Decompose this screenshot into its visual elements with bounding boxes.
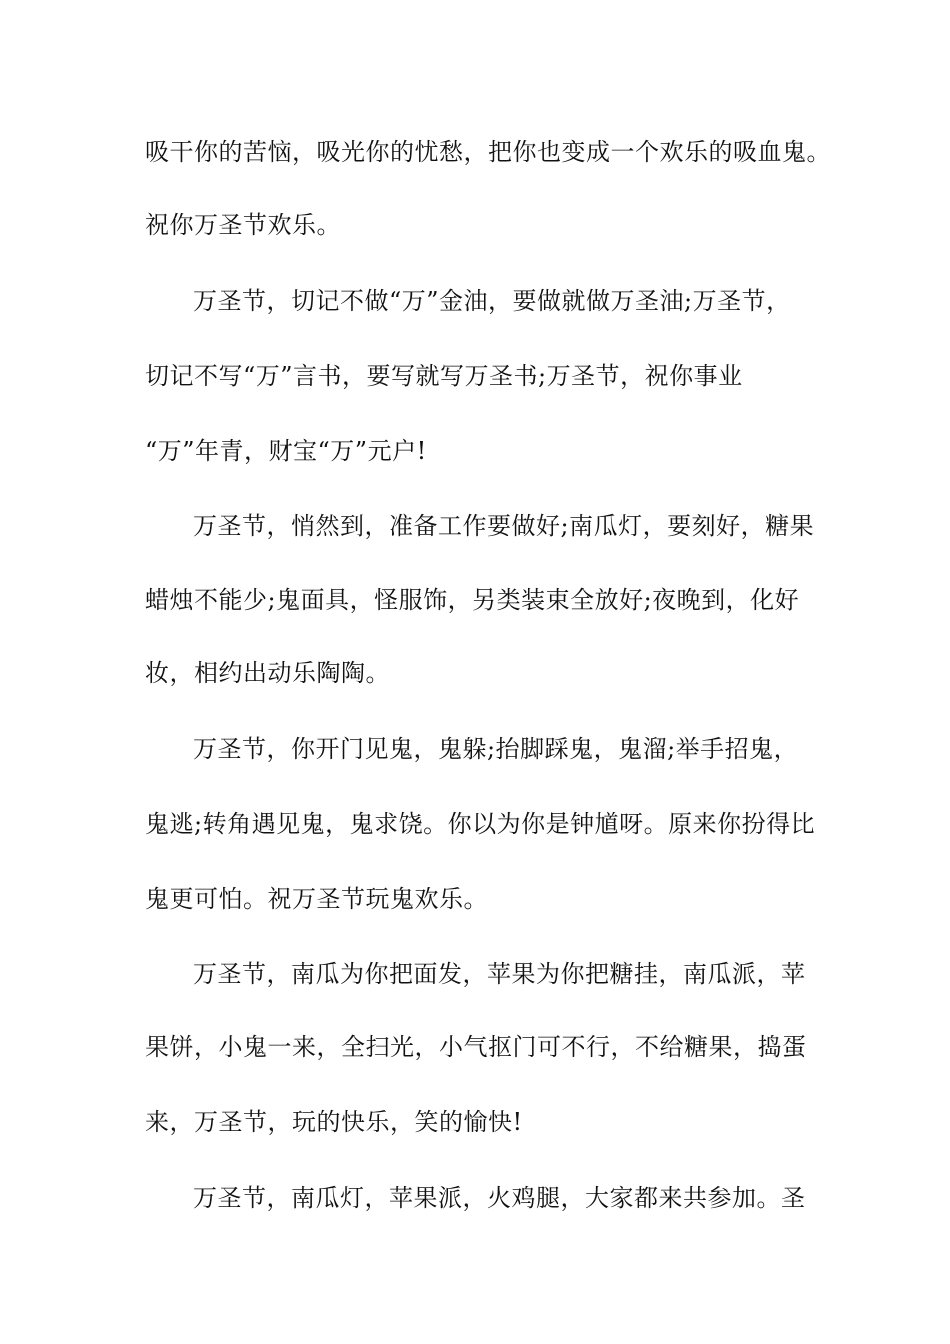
paragraph-first-line: 万圣节，南瓜为你把面发，苹果为你把糖挂，南瓜派，苹 <box>193 960 806 988</box>
text-line: 切记不写“万”言书，要写就写万圣书;万圣节，祝你事业 <box>145 362 743 390</box>
text-line: 鬼更可怕。祝万圣节玩鬼欢乐。 <box>145 885 488 913</box>
text-line: 果饼，小鬼一来，全扫光，小气抠门可不行，不给糖果，捣蛋 <box>145 1033 807 1061</box>
text-line: “万”年青，财宝“万”元户! <box>145 437 427 465</box>
paragraph-first-line: 万圣节，悄然到，准备工作要做好;南瓜灯，要刻好，糖果 <box>193 512 815 540</box>
text-line: 祝你万圣节欢乐。 <box>145 211 341 239</box>
text-line: 来，万圣节，玩的快乐，笑的愉快! <box>145 1108 523 1136</box>
text-line: 妆，相约出动乐陶陶。 <box>145 659 390 687</box>
text-line: 鬼逃;转角遇见鬼，鬼求饶。你以为你是钟馗呀。原来你扮得比 <box>145 810 816 838</box>
text-line: 蜡烛不能少;鬼面具，怪服饰，另类装束全放好;夜晚到，化好 <box>145 586 800 614</box>
paragraph-first-line: 万圣节，南瓜灯，苹果派，火鸡腿，大家都来共参加。圣 <box>193 1184 806 1212</box>
paragraph-first-line: 万圣节，切记不做“万”金油，要做就做万圣油;万圣节， <box>193 287 791 315</box>
text-line: 吸干你的苦恼，吸光你的忧愁，把你也变成一个欢乐的吸血鬼。 <box>145 138 831 166</box>
paragraph-first-line: 万圣节，你开门见鬼，鬼躲;抬脚踩鬼，鬼溜;举手招鬼， <box>193 735 799 763</box>
